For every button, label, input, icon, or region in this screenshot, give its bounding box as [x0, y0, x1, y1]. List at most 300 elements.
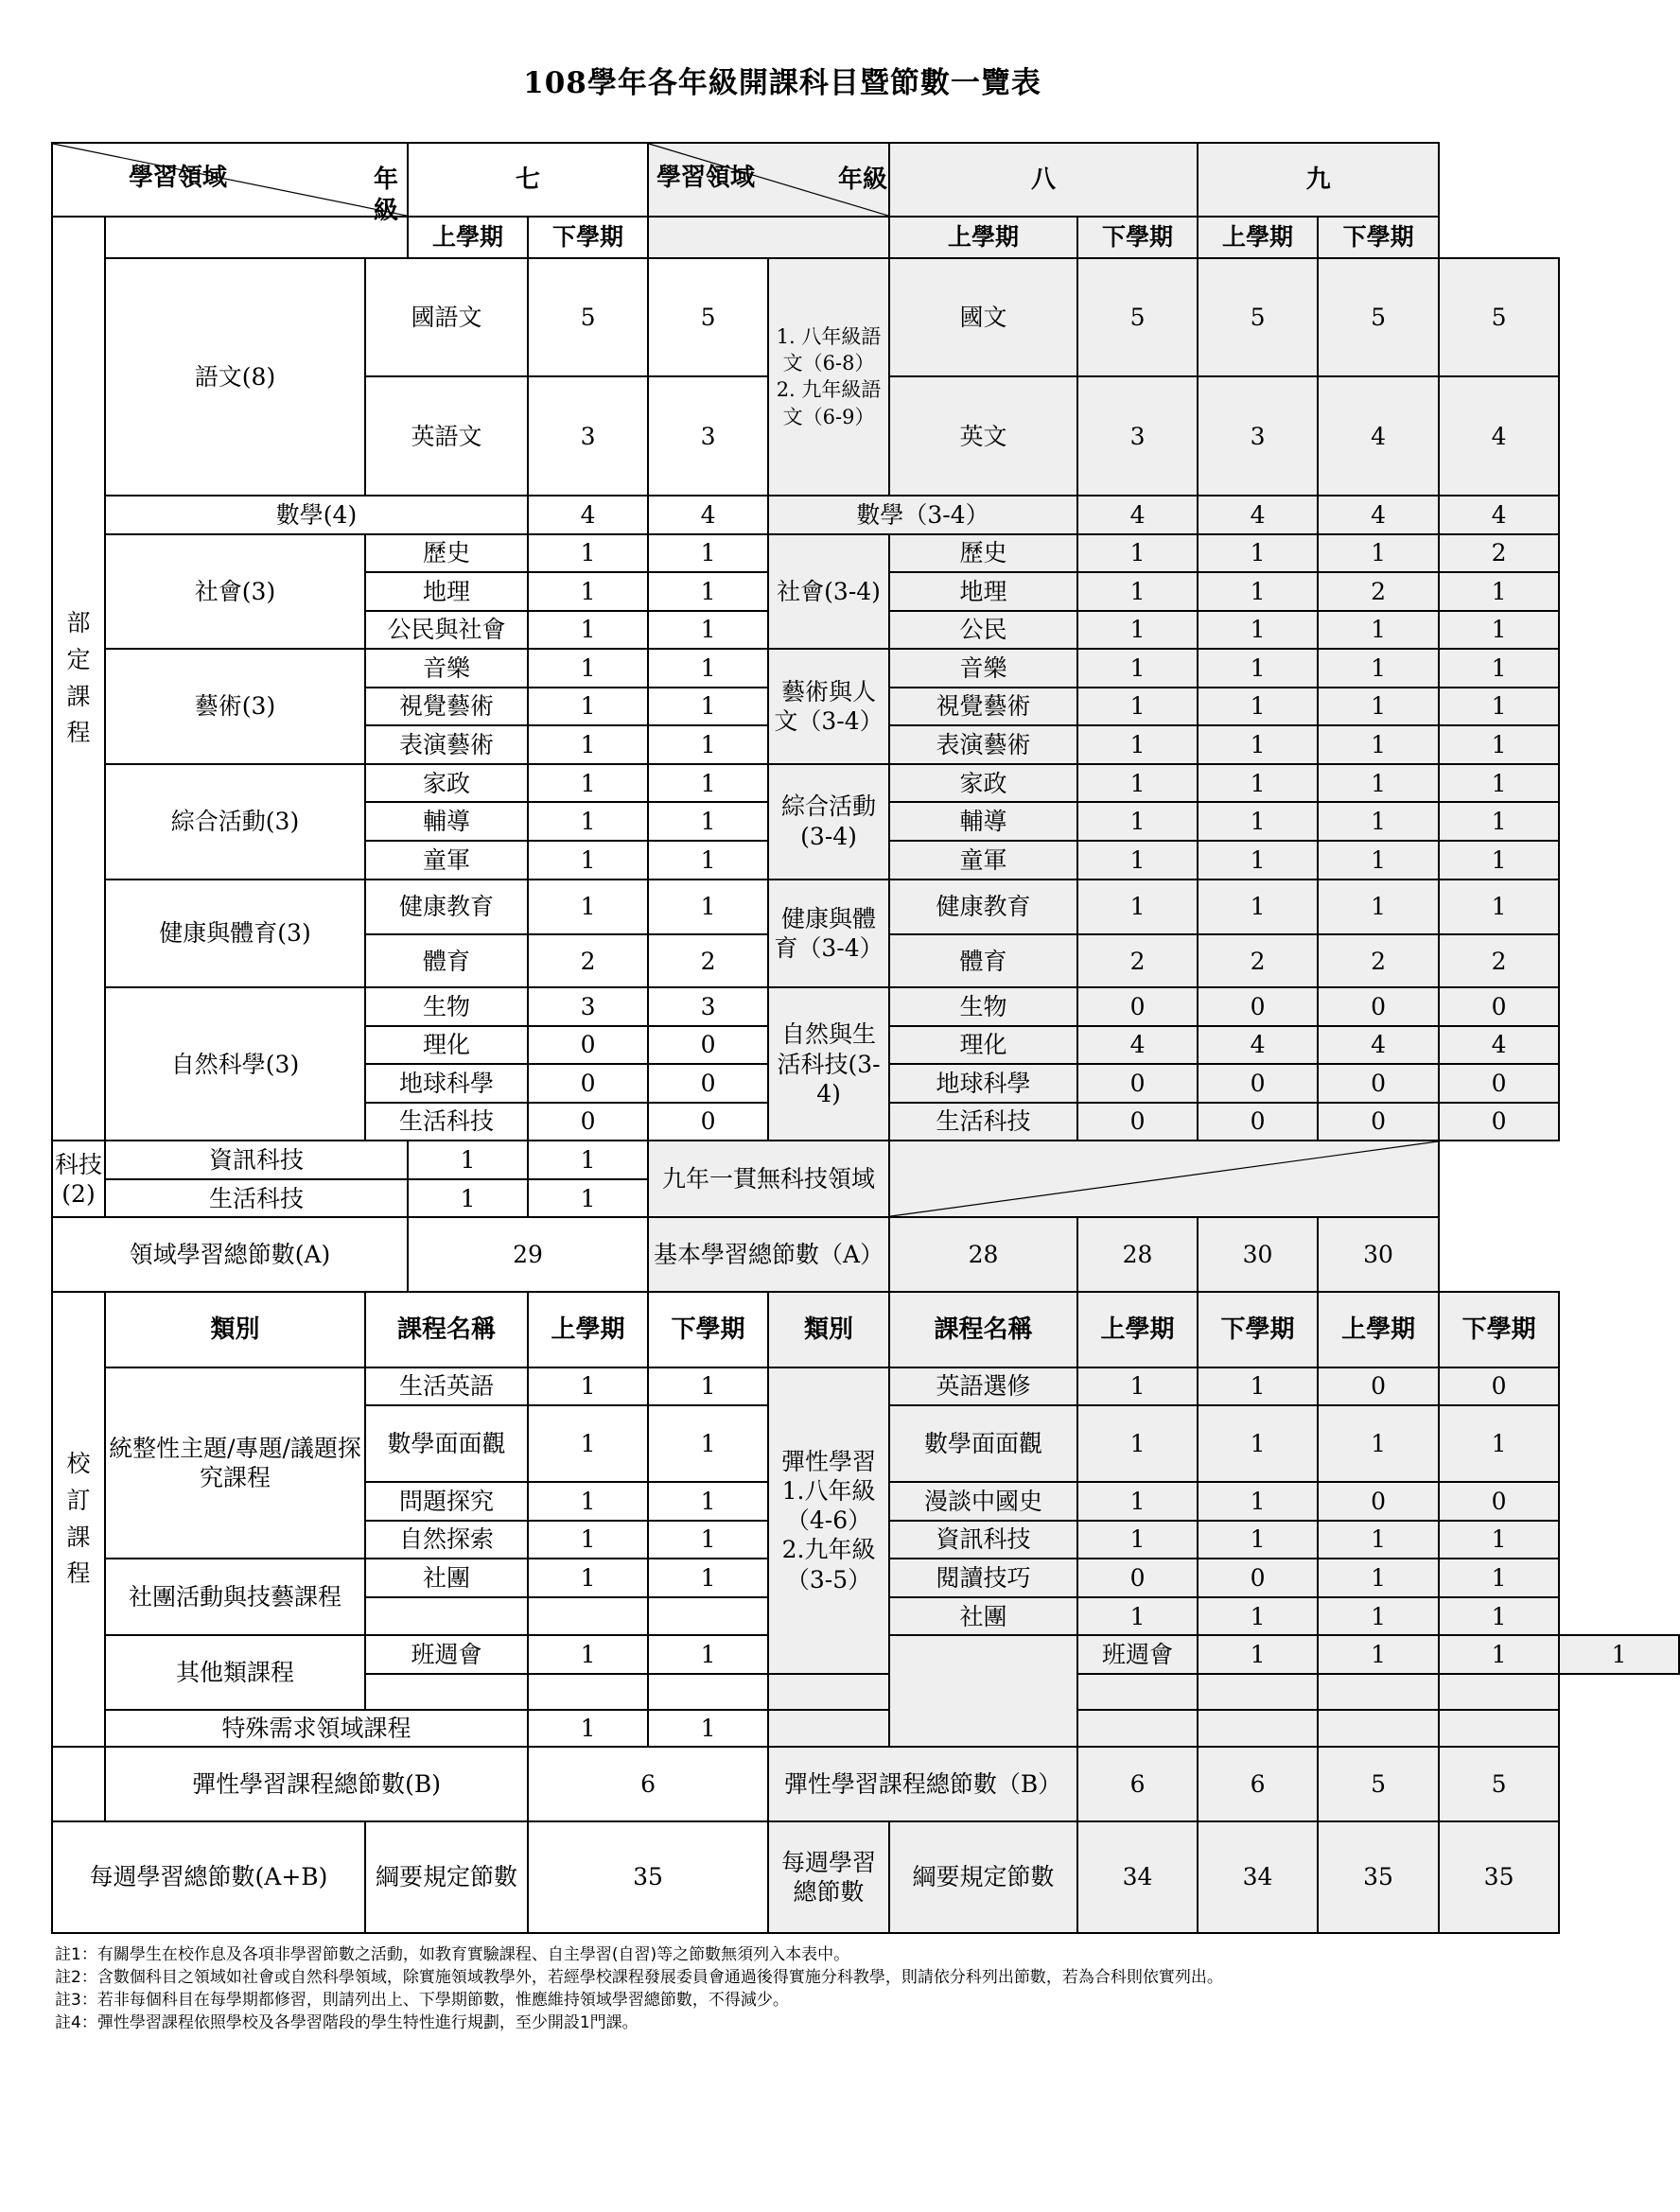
subject-pe-7: 體育	[365, 934, 528, 987]
value: 2	[1439, 534, 1559, 573]
note-2: 註2：含數個科目之領域如社會或自然科學領域，除實施領域教學外，若經學校課程發展委員會通過後得實施分科教學，則請依分科列出節數，若為合科則依實列出。	[55, 1968, 1223, 1987]
value: 1	[1439, 1521, 1559, 1559]
value: 1	[1318, 880, 1439, 935]
value: 1	[528, 764, 648, 803]
sem1-9b: 上學期	[1318, 1292, 1439, 1367]
empty-cell	[365, 1597, 528, 1636]
course-club-89: 社團	[889, 1597, 1077, 1636]
arts-domain-7: 藝術(3)	[105, 649, 365, 764]
value: 5	[1318, 258, 1439, 377]
subject-civics-89: 公民	[889, 611, 1077, 650]
value: 1	[1077, 880, 1198, 935]
health-domain-89: 健康與體育（3-4）	[768, 880, 889, 988]
empty-cell	[648, 1597, 768, 1636]
value: 30	[1318, 1217, 1439, 1292]
subject-guidance-7: 輔導	[365, 802, 528, 841]
subject-geography-89: 地理	[889, 572, 1077, 611]
blank-cell-89	[648, 217, 889, 258]
course-eng-elective: 英語選修	[889, 1367, 1077, 1406]
value: 1	[648, 1521, 768, 1559]
value: 6	[1198, 1747, 1318, 1821]
subject-english-7: 英語文	[365, 376, 528, 496]
value: 1	[528, 688, 648, 726]
value: 1	[1198, 880, 1318, 935]
science-domain-89: 自然與生活科技(3-4)	[768, 987, 889, 1141]
subject-chinese-7: 國語文	[365, 258, 528, 377]
value: 1	[528, 1141, 648, 1179]
course-life-english: 生活英語	[365, 1367, 528, 1406]
page-title: 108學年各年級開課科目暨節數一覽表	[523, 66, 1041, 100]
value: 1	[648, 1635, 768, 1674]
value: 5	[528, 258, 648, 377]
value: 1	[648, 688, 768, 726]
value: 1	[1439, 841, 1559, 880]
value: 3	[648, 987, 768, 1026]
value: 4	[528, 496, 648, 534]
value: 0	[1439, 987, 1559, 1026]
value: 0	[1198, 1064, 1318, 1103]
value: 1	[1198, 1635, 1318, 1674]
value: 5	[1318, 1747, 1439, 1821]
subject-geography-7: 地理	[365, 572, 528, 611]
value: 2	[1439, 934, 1559, 987]
total-a-7: 29	[408, 1217, 648, 1292]
value: 1	[1077, 1367, 1198, 1406]
subject-math-89: 數學（3-4）	[768, 496, 1077, 534]
value: 4	[1318, 496, 1439, 534]
value: 1	[1198, 688, 1318, 726]
value: 1	[1318, 1597, 1439, 1636]
subject-history-7: 歷史	[365, 534, 528, 573]
value: 1	[1318, 1635, 1439, 1674]
footnotes	[55, 1943, 1512, 2034]
value: 1	[528, 725, 648, 764]
value: 0	[1198, 1559, 1318, 1597]
value: 3	[528, 987, 648, 1026]
integ-domain-89: 綜合活動(3-4)	[768, 764, 889, 880]
value: 1	[1439, 688, 1559, 726]
value: 28	[889, 1217, 1077, 1292]
value: 1	[1077, 1482, 1198, 1521]
value: 1	[528, 1482, 648, 1521]
course-infotech-89: 資訊科技	[889, 1521, 1077, 1559]
value: 0	[1439, 1064, 1559, 1103]
empty-cell	[768, 1710, 889, 1747]
subject-civics-7: 公民與社會	[365, 611, 528, 650]
subject-pe-89: 體育	[889, 934, 1077, 987]
value: 1	[1439, 725, 1559, 764]
grade-7-header: 七	[408, 143, 648, 217]
value: 0	[1439, 1482, 1559, 1521]
value: 1	[648, 880, 768, 935]
value: 3	[648, 376, 768, 496]
value: 1	[648, 1559, 768, 1597]
value: 1	[1198, 1521, 1318, 1559]
lang-domain-89: 1. 八年級語文（6-8） 2. 九年級語文（6-9）	[768, 258, 889, 496]
empty-cell	[1198, 1710, 1318, 1747]
subject-english-89: 英文	[889, 376, 1077, 496]
value: 1	[528, 1179, 648, 1218]
value: 2	[1198, 934, 1318, 987]
fixed-curriculum-label: 部 定 課 程	[52, 217, 105, 1141]
sem2-7: 下學期	[528, 217, 648, 258]
value: 34	[1198, 1821, 1318, 1933]
empty-cell	[1077, 1674, 1198, 1711]
value: 5	[648, 258, 768, 377]
value: 1	[1318, 802, 1439, 841]
sem1-9: 上學期	[1198, 217, 1318, 258]
empty-cell	[1077, 1710, 1198, 1747]
note-4: 註4：彈性學習課程依照學校及各學習階段的學生特性進行規劃，至少開設1門課。	[55, 2013, 639, 2032]
value: 1	[648, 725, 768, 764]
value: 1	[648, 764, 768, 803]
subject-healthedu-89: 健康教育	[889, 880, 1077, 935]
note-3: 註3：若非每個科目在每學期都修習，則請列出上、下學期節數，惟應維持領域學習總節數，不得減少。	[55, 1991, 789, 2010]
empty-cell	[1198, 1674, 1318, 1711]
value: 1	[1198, 1367, 1318, 1406]
value: 1	[1318, 1559, 1439, 1597]
subject-lifetech-89: 生活科技	[889, 1103, 1077, 1141]
regulated-label-7: 綱要規定節數	[365, 1821, 528, 1933]
value: 1	[1198, 534, 1318, 573]
value: 4	[1439, 496, 1559, 534]
value: 0	[1318, 1103, 1439, 1141]
blank-cell	[105, 217, 408, 258]
value: 5	[1439, 258, 1559, 377]
science-domain-7: 自然科學(3)	[105, 987, 365, 1141]
value: 1	[1318, 841, 1439, 880]
value: 1	[1318, 764, 1439, 803]
empty-cell	[365, 1674, 528, 1711]
value: 1	[1077, 688, 1198, 726]
regulated-label-89: 綱要規定節數	[889, 1821, 1077, 1933]
special-category: 特殊需求領域課程	[105, 1710, 528, 1747]
value: 0	[1077, 987, 1198, 1026]
value: 1	[528, 1405, 648, 1482]
subject-music-7: 音樂	[365, 649, 528, 688]
subject-scout-89: 童軍	[889, 841, 1077, 880]
value: 1	[1198, 1482, 1318, 1521]
value: 1	[1198, 802, 1318, 841]
weekly-label-7	[52, 1821, 365, 1933]
value: 5	[1198, 258, 1318, 377]
value: 1	[408, 1179, 528, 1218]
value: 1	[1318, 1521, 1439, 1559]
subject-earth-89: 地球科學	[889, 1064, 1077, 1103]
course-reading: 閱讀技巧	[889, 1559, 1077, 1597]
empty-cell	[1318, 1674, 1439, 1711]
value: 1	[1198, 649, 1318, 688]
value: 1	[1439, 764, 1559, 803]
value: 3	[1198, 376, 1318, 496]
course-homeroom-89: 班週會	[1077, 1635, 1198, 1674]
grade-9-header: 九	[1198, 143, 1439, 217]
value: 1	[1077, 841, 1198, 880]
grade-label: 年級	[374, 165, 399, 225]
value: 1	[648, 802, 768, 841]
subject-earth-7: 地球科學	[365, 1064, 528, 1103]
value: 1	[648, 534, 768, 573]
value: 0	[1198, 987, 1318, 1026]
subject-bio-89: 生物	[889, 987, 1077, 1026]
value: 0	[1077, 1064, 1198, 1103]
value: 1	[1439, 1597, 1559, 1636]
subject-perform-89: 表演藝術	[889, 725, 1077, 764]
value: 1	[1439, 802, 1559, 841]
sem2-9: 下學期	[1318, 217, 1439, 258]
curriculum-table	[51, 142, 1680, 1934]
no-tech-diagonal	[889, 1141, 1439, 1217]
lang-domain-7: 語文(8)	[105, 258, 365, 496]
value: 1	[648, 1710, 768, 1747]
header-corner-7	[52, 143, 408, 225]
subject-visual-7: 視覺藝術	[365, 688, 528, 726]
total-a-label-7: 領域學習總節數(A)	[52, 1217, 408, 1292]
sem2-9b: 下學期	[1439, 1292, 1559, 1367]
sem2-8b: 下學期	[1198, 1292, 1318, 1367]
value: 4	[1077, 1026, 1198, 1065]
value: 1	[1198, 611, 1318, 650]
value: 4	[1318, 376, 1439, 496]
subject-healthedu-7: 健康教育	[365, 880, 528, 935]
sem1-7: 上學期	[408, 217, 528, 258]
value: 0	[1439, 1103, 1559, 1141]
domain-label-89: 學習領域	[656, 164, 756, 192]
value: 1	[1559, 1635, 1679, 1674]
value: 1	[1077, 1405, 1198, 1482]
subject-perform-7: 表演藝術	[365, 725, 528, 764]
value: 1	[1318, 1405, 1439, 1482]
total-b-7: 6	[528, 1747, 768, 1821]
note-1: 註1：有關學生在校作息及各項非學習節數之活動，如教育實驗課程、自主學習(自習)等之節數無須列入本表中。	[55, 1945, 850, 1964]
value: 1	[1439, 611, 1559, 650]
value: 2	[1077, 934, 1198, 987]
value: 4	[648, 496, 768, 534]
school-curriculum-label: 校 訂 課 程	[52, 1292, 105, 1747]
value: 30	[1198, 1217, 1318, 1292]
value: 1	[1198, 841, 1318, 880]
other-category: 其他類課程	[105, 1635, 365, 1710]
subject-physchem-7: 理化	[365, 1026, 528, 1065]
value: 0	[648, 1064, 768, 1103]
value: 1	[1077, 725, 1198, 764]
subject-lifetech-tech-7: 生活科技	[105, 1179, 408, 1218]
value: 1	[1198, 1405, 1318, 1482]
value: 1	[648, 611, 768, 650]
total-b-label-7: 彈性學習課程總節數(B)	[105, 1747, 528, 1821]
value: 0	[1198, 1103, 1318, 1141]
subject-chinese-89: 國文	[889, 258, 1077, 377]
course-math-view: 數學面面觀	[365, 1405, 528, 1482]
value: 4	[1198, 1026, 1318, 1065]
empty-cell	[1318, 1710, 1439, 1747]
subject-music-89: 音樂	[889, 649, 1077, 688]
value: 1	[1318, 688, 1439, 726]
value: 0	[528, 1026, 648, 1065]
value: 0	[1318, 1367, 1439, 1406]
value: 4	[1439, 1026, 1559, 1065]
value: 4	[1077, 496, 1198, 534]
value: 1	[1198, 572, 1318, 611]
course-homeroom: 班週會	[365, 1635, 528, 1674]
value: 3	[1077, 376, 1198, 496]
course-name-header-89: 課程名稱	[889, 1292, 1077, 1367]
weekly-label-89: 每週學習總節數	[768, 1821, 889, 1933]
value: 5	[1439, 1747, 1559, 1821]
header-corner-89	[648, 143, 889, 217]
empty-cell	[528, 1597, 648, 1636]
course-math-view-89: 數學面面觀	[889, 1405, 1077, 1482]
value: 1	[648, 572, 768, 611]
value: 1	[408, 1141, 528, 1179]
value: 1	[1439, 1635, 1559, 1674]
empty-cell	[648, 1674, 768, 1711]
tech-domain-7: 科技(2)	[52, 1141, 105, 1217]
integ-domain-7: 綜合活動(3)	[105, 764, 365, 880]
subject-scout-7: 童軍	[365, 841, 528, 880]
club-category: 社團活動與技藝課程	[105, 1559, 365, 1635]
value: 1	[528, 611, 648, 650]
sem2-7b: 下學期	[648, 1292, 768, 1367]
value: 2	[648, 934, 768, 987]
course-club: 社團	[365, 1559, 528, 1597]
subject-lifetech-7: 生活科技	[365, 1103, 528, 1141]
value: 35	[1318, 1821, 1439, 1933]
value: 1	[1318, 649, 1439, 688]
value: 0	[1077, 1103, 1198, 1141]
value: 4	[1318, 1026, 1439, 1065]
value: 1	[1077, 649, 1198, 688]
value: 1	[1318, 611, 1439, 650]
subject-math-7: 數學(4)	[105, 496, 528, 534]
value: 1	[1077, 802, 1198, 841]
subject-history-89: 歷史	[889, 534, 1077, 573]
value: 2	[1318, 572, 1439, 611]
empty-cell	[1439, 1674, 1559, 1711]
value: 5	[1077, 258, 1198, 377]
sem1-7b: 上學期	[528, 1292, 648, 1367]
category-header-7: 類別	[105, 1292, 365, 1367]
no-tech-note: 九年一貫無科技領域	[648, 1141, 889, 1217]
value: 1	[528, 572, 648, 611]
value: 1	[648, 1482, 768, 1521]
value: 1	[1077, 764, 1198, 803]
value: 1	[528, 841, 648, 880]
value: 1	[528, 1367, 648, 1406]
value: 1	[1439, 572, 1559, 611]
course-chinese-history: 漫談中國史	[889, 1482, 1077, 1521]
value: 0	[1077, 1559, 1198, 1597]
category-header-89: 類別	[768, 1292, 889, 1367]
value: 1	[528, 1521, 648, 1559]
value: 1	[648, 1367, 768, 1406]
value: 1	[1439, 880, 1559, 935]
social-domain-7: 社會(3)	[105, 534, 365, 650]
health-domain-7: 健康與體育(3)	[105, 880, 365, 988]
value: 1	[528, 880, 648, 935]
subject-bio-7: 生物	[365, 987, 528, 1026]
value: 4	[1198, 496, 1318, 534]
value: 2	[1318, 934, 1439, 987]
total-b-label-89: 彈性學習課程總節數（B）	[768, 1747, 1077, 1821]
value: 1	[1439, 1405, 1559, 1482]
value: 1	[528, 1559, 648, 1597]
value: 6	[1077, 1747, 1198, 1821]
total-a-label-89: 基本學習總節數（A）	[648, 1217, 889, 1292]
value: 1	[1318, 534, 1439, 573]
value: 0	[1318, 987, 1439, 1026]
value: 28	[1077, 1217, 1198, 1292]
value: 1	[648, 841, 768, 880]
value: 0	[1439, 1367, 1559, 1406]
empty-cell	[889, 1635, 1077, 1747]
social-domain-89: 社會(3-4)	[768, 534, 889, 650]
value: 34	[1077, 1821, 1198, 1933]
value: 1	[1077, 534, 1198, 573]
domain-label: 學習領域	[129, 164, 228, 192]
sem1-8: 上學期	[889, 217, 1077, 258]
course-problem: 問題探究	[365, 1482, 528, 1521]
subject-guidance-89: 輔導	[889, 802, 1077, 841]
value: 1	[648, 649, 768, 688]
empty-cell	[768, 1674, 889, 1711]
value: 1	[1198, 1597, 1318, 1636]
value: 1	[648, 1405, 768, 1482]
weekly-label-7-text: 每週學習總節數(A+B)	[89, 1863, 328, 1891]
value: 1	[528, 534, 648, 573]
value: 0	[1318, 1482, 1439, 1521]
value: 1	[1077, 1597, 1198, 1636]
value: 3	[528, 376, 648, 496]
value: 1	[1198, 725, 1318, 764]
course-name-header-7: 課程名稱	[365, 1292, 528, 1367]
value: 1	[528, 802, 648, 841]
arts-domain-89: 藝術與人文（3-4）	[768, 649, 889, 764]
flex-category-89: 彈性學習1.八年級（4-6） 2.九年級（3-5）	[768, 1367, 889, 1674]
value: 1	[528, 649, 648, 688]
value: 1	[528, 1710, 648, 1747]
subject-home-89: 家政	[889, 764, 1077, 803]
integrated-category: 統整性主題/專題/議題探究課程	[105, 1367, 365, 1559]
subject-visual-89: 視覺藝術	[889, 688, 1077, 726]
value: 1	[1198, 764, 1318, 803]
grade-8-header: 八	[889, 143, 1198, 217]
empty-cell	[1439, 1710, 1559, 1747]
value: 0	[648, 1103, 768, 1141]
value: 1	[1439, 1559, 1559, 1597]
value: 35	[1439, 1821, 1559, 1933]
value: 1	[1077, 1521, 1198, 1559]
value: 0	[1318, 1064, 1439, 1103]
weekly-total-7: 35	[528, 1821, 768, 1933]
value: 0	[648, 1026, 768, 1065]
value: 2	[528, 934, 648, 987]
value: 1	[1318, 725, 1439, 764]
empty-cell	[52, 1747, 105, 1821]
subject-physchem-89: 理化	[889, 1026, 1077, 1065]
value: 1	[1077, 572, 1198, 611]
empty-cell	[528, 1674, 648, 1711]
course-nature: 自然探索	[365, 1521, 528, 1559]
subject-home-7: 家政	[365, 764, 528, 803]
subject-infotech-7: 資訊科技	[105, 1141, 408, 1179]
sem1-8b: 上學期	[1077, 1292, 1198, 1367]
sem2-8: 下學期	[1077, 217, 1198, 258]
value: 4	[1439, 376, 1559, 496]
value: 1	[1439, 649, 1559, 688]
grade-label-89: 年級	[838, 165, 888, 194]
value: 0	[528, 1064, 648, 1103]
